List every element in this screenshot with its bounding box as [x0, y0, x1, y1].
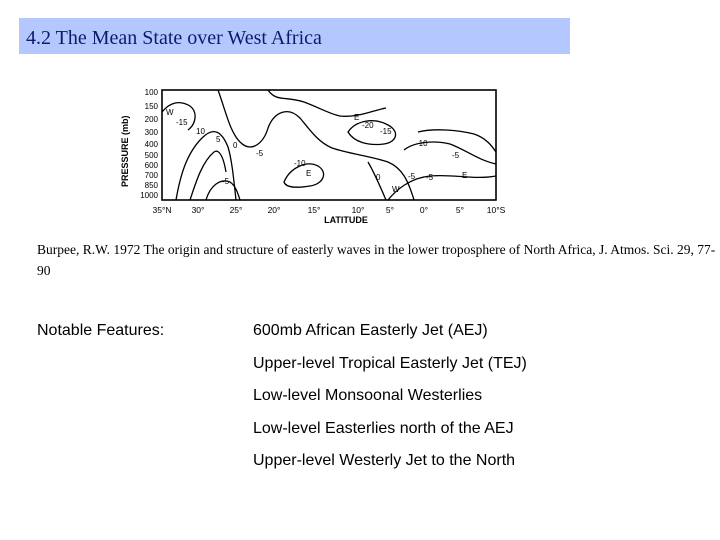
- x-tick-label: 35°N: [152, 205, 172, 215]
- y-tick-label: 500: [144, 151, 158, 160]
- feature-item: Low-level Monsoonal Westerlies: [253, 387, 483, 404]
- contour-labels: [166, 108, 467, 194]
- contour-label: -10: [416, 139, 428, 148]
- y-tick-label: 150: [144, 102, 158, 111]
- contour-label: W: [166, 108, 174, 117]
- cross-section-figure: [118, 72, 518, 227]
- y-tick-label: 1000: [140, 191, 158, 200]
- contour-label: -5: [222, 177, 230, 186]
- feature-item: 600mb African Easterly Jet (AEJ): [253, 322, 488, 339]
- x-tick-label: 10°S: [486, 205, 506, 215]
- contour-lines: [162, 90, 496, 200]
- contour-line: [176, 132, 236, 200]
- feature-item: Upper-level Westerly Jet to the North: [253, 452, 516, 469]
- y-tick-label: 600: [144, 161, 158, 170]
- contour-label: -5: [426, 173, 434, 182]
- contour-label: 10: [196, 127, 205, 136]
- x-tick-label: 5°: [385, 205, 395, 215]
- x-tick-label: 10°: [351, 205, 365, 215]
- y-tick-label: 300: [144, 128, 158, 137]
- contour-line: [388, 176, 496, 200]
- contour-line: [190, 151, 226, 200]
- x-tick-label: 0°: [419, 205, 429, 215]
- contour-label: -5: [256, 149, 264, 158]
- y-tick-labels: [140, 88, 158, 200]
- y-tick-label: 850: [144, 181, 158, 190]
- contour-line: [268, 90, 386, 116]
- contour-label: 0: [233, 141, 238, 150]
- y-tick-label: 100: [144, 88, 158, 97]
- contour-label: E: [354, 113, 360, 122]
- x-tick-label: 15°: [307, 205, 321, 215]
- cross-section-plot: [118, 72, 518, 227]
- x-tick-labels: [153, 205, 506, 215]
- plot-frame: [162, 90, 496, 200]
- contour-line: [418, 130, 496, 152]
- citation: Burpee, R.W. 1972 The origin and structure of easterly waves in the lower troposphere of North Africa, J. Atmos. Sci. 29, 77-90: [37, 242, 716, 278]
- x-tick-label: 5°: [455, 205, 465, 215]
- slide-title: 4.2 The Mean State over West Africa: [26, 27, 322, 49]
- x-tick-label: 30°: [191, 205, 205, 215]
- contour-label: -15: [176, 118, 188, 127]
- y-tick-label: 200: [144, 115, 158, 124]
- contour-label: -10: [294, 159, 306, 168]
- contour-label: E: [462, 171, 468, 180]
- contour-label: -5: [408, 172, 416, 181]
- contour-label: 5: [216, 135, 221, 144]
- contour-label: 0: [376, 173, 381, 182]
- feature-item: Upper-level Tropical Easterly Jet (TEJ): [253, 354, 527, 372]
- x-tick-label: 20°: [267, 205, 281, 215]
- contour-label: W: [392, 185, 400, 194]
- contour-label: -15: [380, 127, 392, 136]
- x-tick-label: 25°: [229, 205, 243, 215]
- y-tick-label: 700: [144, 171, 158, 180]
- contour-label: -20: [362, 121, 374, 130]
- y-tick-label: 400: [144, 140, 158, 149]
- y-axis-label: PRESSURE (mb): [120, 115, 130, 187]
- feature-item: Low-level Easterlies north of the AEJ: [253, 419, 514, 437]
- x-axis-label: LATITUDE: [324, 215, 368, 225]
- contour-label: E: [306, 169, 312, 178]
- features-list: [253, 321, 527, 484]
- features-label: Notable Features:: [37, 322, 165, 339]
- contour-label: -5: [452, 151, 460, 160]
